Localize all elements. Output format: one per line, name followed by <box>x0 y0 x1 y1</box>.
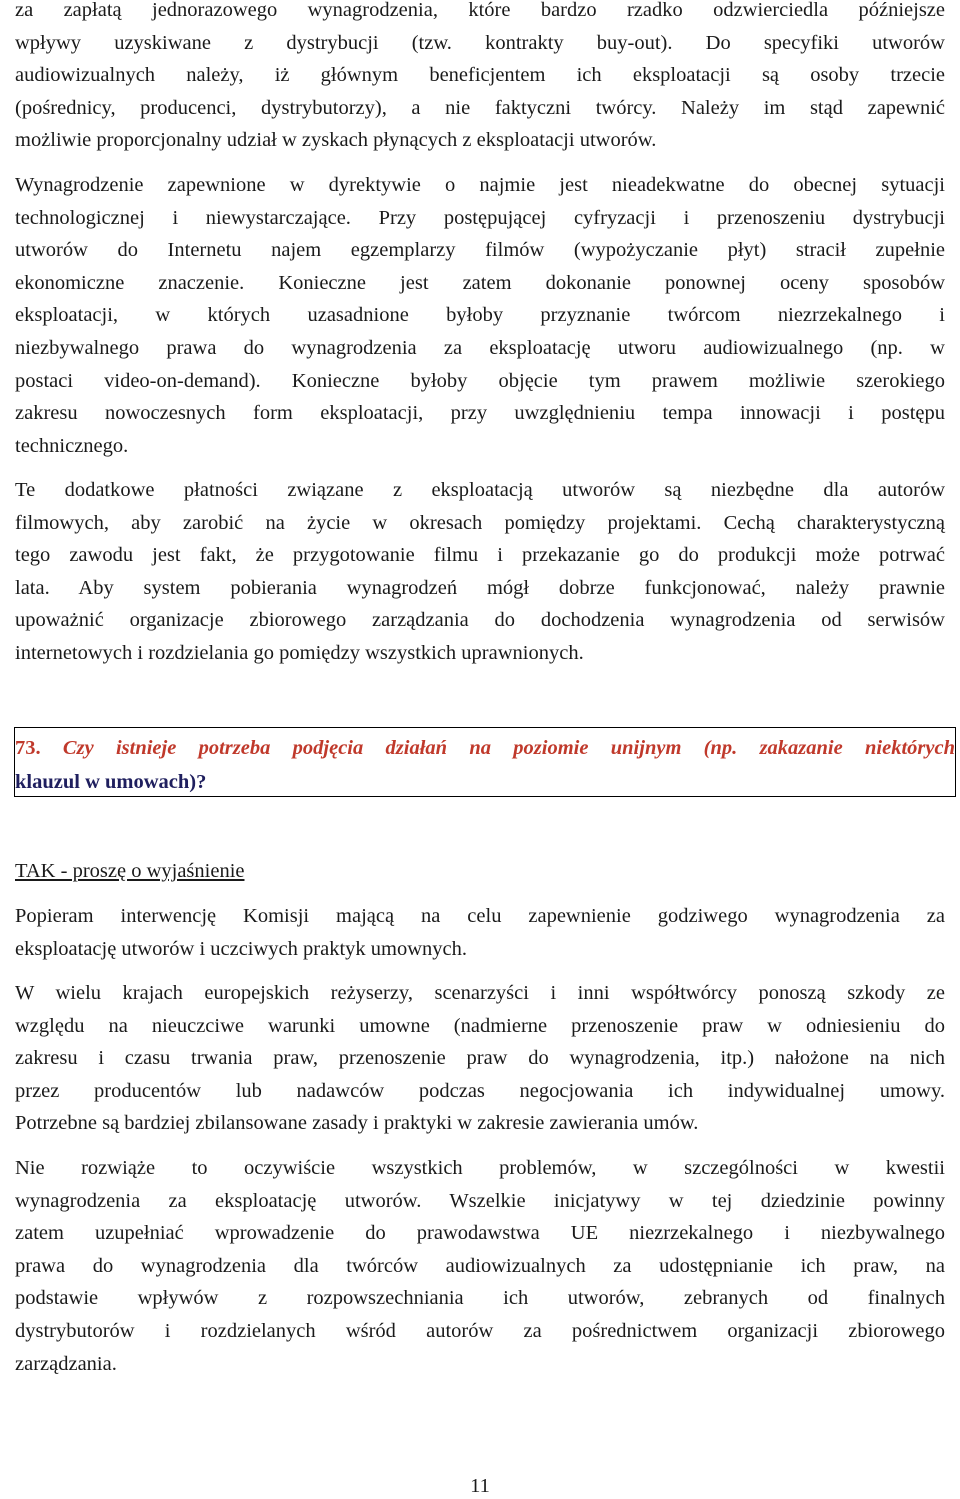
text-line: Potrzebne są bardziej zbilansowane zasady i praktyki w zakresie zawierania umów. <box>15 1112 699 1135</box>
text-line: możliwie proporcjonalny udział w zyskach płynących z eksploatacji utworów. <box>15 129 657 152</box>
paragraph-support-commission <box>15 900 945 965</box>
text-line: wpływy uzyskiwane z dystrybucji (tzw. kontrakty buy-out). Do specyfiki utworów <box>15 31 945 54</box>
text-line: upoważnić organizacje zbiorowego zarządzania do dochodzenia wynagrodzenia od serwisów <box>15 609 945 632</box>
text-line: ekonomiczne znaczenie. Konieczne jest zatem dokonanie ponownej oceny sposobów <box>15 271 945 294</box>
paragraph-unfair-terms <box>15 977 945 1140</box>
page-number: 11 <box>470 1475 490 1497</box>
text-line: W wielu krajach europejskich reżyserzy, scenarzyści i inni współtwórcy ponoszą szkody ze <box>15 982 945 1004</box>
text-line: zakresu i czasu trwania praw, przenoszenie praw do wynagrodzenia, itp.) nałożone na nich <box>15 1047 945 1070</box>
text-line: (pośrednicy, producenci, dystrybutorzy), a nie faktyczni twórcy. Należy im stąd zapewnić <box>15 96 945 119</box>
text-line: filmowych, aby zarobić na życie w okresach pomiędzy projektami. Cechą charakterystyczną <box>15 511 945 534</box>
text-line: audiowizualnych należy, iż głównym beneficjentem ich eksploatacji są osoby trzecie <box>15 64 945 87</box>
text-line: za zapłatą jednorazowego wynagrodzenia, które bardzo rzadko odzwierciedla późniejsze <box>15 0 945 21</box>
answer-label: TAK - proszę o wyjaśnienie <box>15 860 245 882</box>
text-line: podstawie wpływów z rozpowszechniania ich utworów, zebranych od finalnych <box>15 1287 945 1310</box>
paragraph-eu-initiatives <box>15 1152 945 1380</box>
text-line: postaci video-on-demand). Konieczne byłoby objęcie tym prawem możliwie szerokiego <box>15 369 945 392</box>
text-line: eksploatację utworów i uczciwych praktyk umownych. <box>15 937 468 960</box>
question-box <box>14 727 956 797</box>
text-line: technicznego. <box>15 434 129 457</box>
text-line: internetowych i rozdzielania go pomiędzy wszystkich uprawnionych. <box>15 641 584 664</box>
text-line: wynagrodzenia za eksploatację utworów. Wszelkie inicjatywy w tej dziedzinie powinny <box>15 1189 945 1212</box>
question-line-1 <box>15 731 955 765</box>
paragraph-rental-remuneration <box>15 169 945 462</box>
text-line: przez producentów lub nadawców podczas negocjowania ich indywidualnej umowy. <box>15 1079 945 1102</box>
text-line: prawa do wynagrodzenia dla twórców audiowizualnych za udostępnianie ich praw, na <box>15 1254 945 1277</box>
text-line: Nie rozwiąże to oczywiście wszystkich problemów, w szczególności w kwestii <box>15 1157 945 1179</box>
text-line: Te dodatkowe płatności związane z eksploatacją utworów są niezbędne dla autorów <box>15 479 945 501</box>
text-line: Popieram interwencję Komisji mającą na celu zapewnienie godziwego wynagrodzenia za <box>15 905 945 927</box>
text-line: technologicznej i niewystarczające. Przy postępującej cyfryzacji i przenoszeniu dystrybucji <box>15 206 945 229</box>
text-line: dystrybutorów i rozdzielanych wśród autorów za pośrednictwem organizacji zbiorowego <box>15 1319 945 1342</box>
text-line: utworów do Internetu najem egzemplarzy filmów (wypożyczanie płyt) stracił zupełnie <box>15 239 945 262</box>
paragraph-additional-payments <box>15 474 945 670</box>
text-line: względu na nieuczciwe warunki umowne (nadmierne przenoszenie praw w odniesieniu do <box>15 1014 945 1037</box>
text-line: zarządzania. <box>15 1352 117 1375</box>
question-number: 73. <box>15 737 41 759</box>
text-line: zakresu nowoczesnych form eksploatacji, przy uwzględnieniu tempa innowacji i postępu <box>15 402 945 425</box>
text-line: zatem uzupełniać wprowadzenie do prawodawstwa UE niezrzekalnego i niezbywalnego <box>15 1222 945 1245</box>
question-line-2: klauzul w umowach)? <box>15 771 207 793</box>
text-line: tego zawodu jest fakt, że przygotowanie filmu i przekazanie go do produkcji może potrwać <box>15 544 945 567</box>
text-line: niezbywalnego prawa do wynagrodzenia za eksploatację utworu audiowizualnego (np. w <box>15 336 945 359</box>
question-italic-text: Czy istnieje potrzeba podjęcia działań na poziomie unijnym (np. zakazanie niektórych <box>62 737 955 759</box>
paragraph-buyout-contracts <box>15 0 945 157</box>
text-line: lata. Aby system pobierania wynagrodzeń mógł dobrze funkcjonować, należy prawnie <box>15 576 945 599</box>
text-line: Wynagrodzenie zapewnione w dyrektywie o najmie jest nieadekwatne do obecnej sytuacji <box>15 174 945 196</box>
text-line: eksploatacji, w których uzasadnione byłoby przyznanie twórcom niezrzekalnego i <box>15 304 945 327</box>
question-text <box>15 731 955 799</box>
